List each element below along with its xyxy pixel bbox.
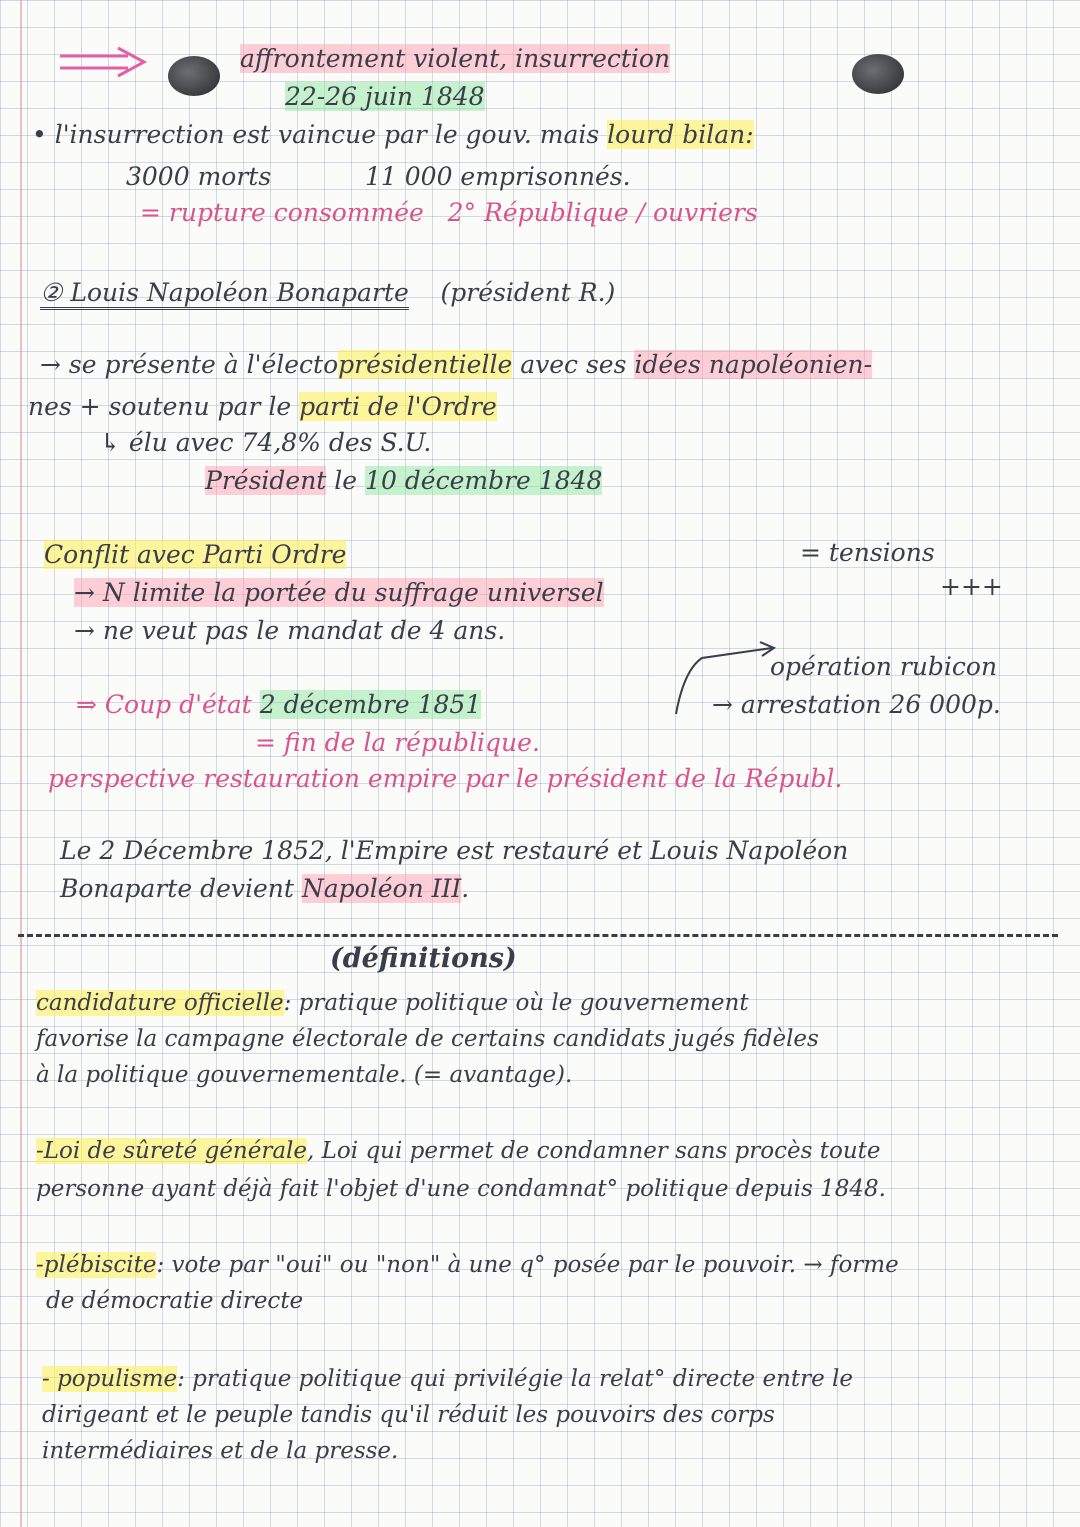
binder-hole-left (168, 56, 220, 96)
def-candidature-2: favorise la campagne électorale de certains candidats jugés fidèles (36, 1026, 819, 1052)
margin-line (20, 0, 22, 1527)
def-populisme-2: dirigeant et le peuple tandis qu'il réduit les pouvoirs des corps (42, 1402, 775, 1428)
coup-etat: ⇒ Coup d'état 2 décembre 1851 (76, 690, 482, 719)
heading-line-1: affrontement violent, insurrection (240, 44, 671, 73)
binder-hole-right (852, 54, 904, 94)
line-president: Président le 10 décembre 1848 (205, 466, 603, 495)
def-plebiscite-2: de démocratie directe (46, 1288, 304, 1314)
conflict-title: Conflit avec Parti Ordre (44, 540, 347, 569)
section-heading: ② Louis Napoléon Bonaparte (président R.) (40, 278, 615, 308)
empire-line-2: Bonaparte devient Napoléon III. (60, 874, 470, 903)
perspective: perspective restauration empire par le président de la Républ. (48, 764, 843, 793)
insurrection-line: • l'insurrection est vaincue par le gouv. mais lourd bilan: (32, 120, 754, 149)
separator (18, 934, 1058, 937)
def-loi-2: personne ayant déjà fait l'objet d'une condamnat° politique depuis 1848. (36, 1176, 886, 1202)
arrests: → arrestation 26 000p. (712, 690, 1001, 719)
empire-line-1: Le 2 Décembre 1852, l'Empire est restauré et Louis Napoléon (60, 836, 849, 865)
def-candidature-1: candidature officielle: pratique politique où le gouvernement (36, 990, 749, 1016)
heading-date: 22-26 juin 1848 (285, 82, 485, 111)
def-plebiscite-1: -plébiscite: vote par "oui" ou "non" à une q° posée par le pouvoir. → forme (36, 1252, 899, 1278)
tensions-plus: +++ (940, 572, 1003, 601)
def-populisme-1: - populisme: pratique politique qui privilégie la relat° directe entre le (42, 1366, 853, 1392)
operation-rubicon: opération rubicon (770, 652, 998, 681)
line-support: nes + soutenu par le parti de l'Ordre (28, 392, 497, 421)
conflict-1: → N limite la portée du suffrage universel (74, 578, 604, 607)
double-arrow-icon (58, 46, 148, 80)
end-republic: = fin de la république. (255, 728, 540, 757)
def-populisme-3: intermédiaires et de la presse. (42, 1438, 399, 1464)
tensions: = tensions (800, 538, 935, 567)
definitions-title: (définitions) (330, 943, 517, 974)
line-elected: ↳ élu avec 74,8% des S.U. (100, 428, 432, 457)
def-loi-1: -Loi de sûreté générale, Loi qui permet de condamner sans procès toute (36, 1138, 881, 1164)
rupture-line: = rupture consommée 2° République / ouvriers (140, 198, 758, 227)
deaths: 3000 morts (126, 162, 272, 191)
line-candidacy: → se présente à l'électoprésidentielle avec ses idées napoléonien- (40, 350, 873, 379)
conflict-2: → ne veut pas le mandat de 4 ans. (74, 616, 506, 645)
prisoners: 11 000 emprisonnés. (365, 162, 631, 191)
def-candidature-3: à la politique gouvernementale. (= avantage). (36, 1062, 573, 1088)
